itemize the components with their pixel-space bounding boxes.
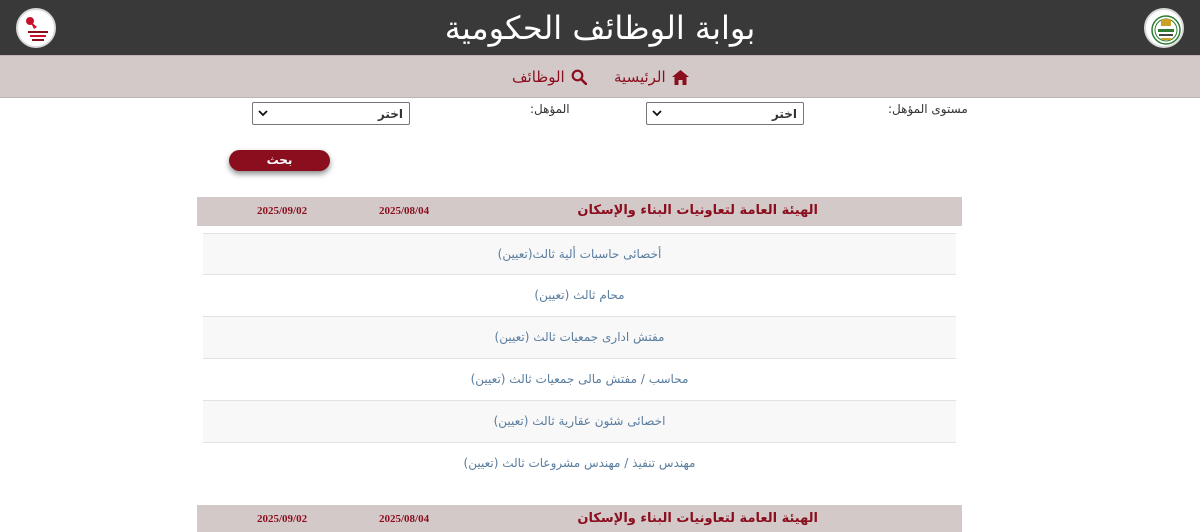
nav-home-label: الرئيسية	[614, 68, 666, 86]
header-bar	[0, 0, 1200, 55]
page-title: بوابة الوظائف الحكومية	[444, 9, 756, 47]
job-group-header	[197, 505, 962, 532]
organization-name: الهيئة العامة لتعاونيات البناء والإسكان	[577, 511, 818, 526]
start-date: 2025/08/04	[379, 513, 430, 525]
job-group-header	[197, 197, 962, 226]
qualification-level-select[interactable]	[646, 102, 804, 125]
start-date: 2025/08/04	[379, 205, 430, 217]
end-date: 2025/09/02	[257, 513, 308, 525]
qualification-level-label: مستوى المؤهل:	[888, 102, 968, 116]
qualification-level-value: اختر	[771, 107, 797, 121]
home-icon	[672, 70, 689, 85]
government-emblem[interactable]	[1144, 8, 1184, 48]
chevron-down-icon	[652, 109, 662, 117]
search-icon	[571, 69, 587, 85]
job-link[interactable]: أخصائى حاسبات ألية ثالث(تعيين)	[203, 233, 956, 275]
nav-jobs-label: الوظائف	[512, 68, 565, 86]
job-link[interactable]: مهندس تنفيذ / مهندس مشروعات ثالث (تعيين)	[463, 456, 696, 470]
job-link[interactable]: اخصائى شئون عقارية ثالث (تعيين)	[203, 401, 956, 443]
job-link[interactable]: مفتش ادارى جمعيات ثالث (تعيين)	[203, 317, 956, 359]
job-link[interactable]: محام ثالث (تعيين)	[203, 275, 956, 317]
qualification-label: المؤهل:	[530, 102, 570, 116]
job-link[interactable]: محاسب / مفتش مالى جمعيات ثالث (تعيين)	[203, 359, 956, 401]
main-navbar	[0, 55, 1200, 98]
organization-name: الهيئة العامة لتعاونيات البناء والإسكان	[577, 203, 818, 218]
nav-home-link[interactable]	[614, 66, 689, 88]
qualification-value: اختر	[377, 107, 403, 121]
end-date: 2025/09/02	[257, 205, 308, 217]
nav-jobs-link[interactable]	[512, 66, 587, 88]
qualification-select[interactable]	[252, 102, 410, 125]
chevron-down-icon	[258, 109, 268, 117]
search-button[interactable]: بحث	[229, 150, 330, 171]
